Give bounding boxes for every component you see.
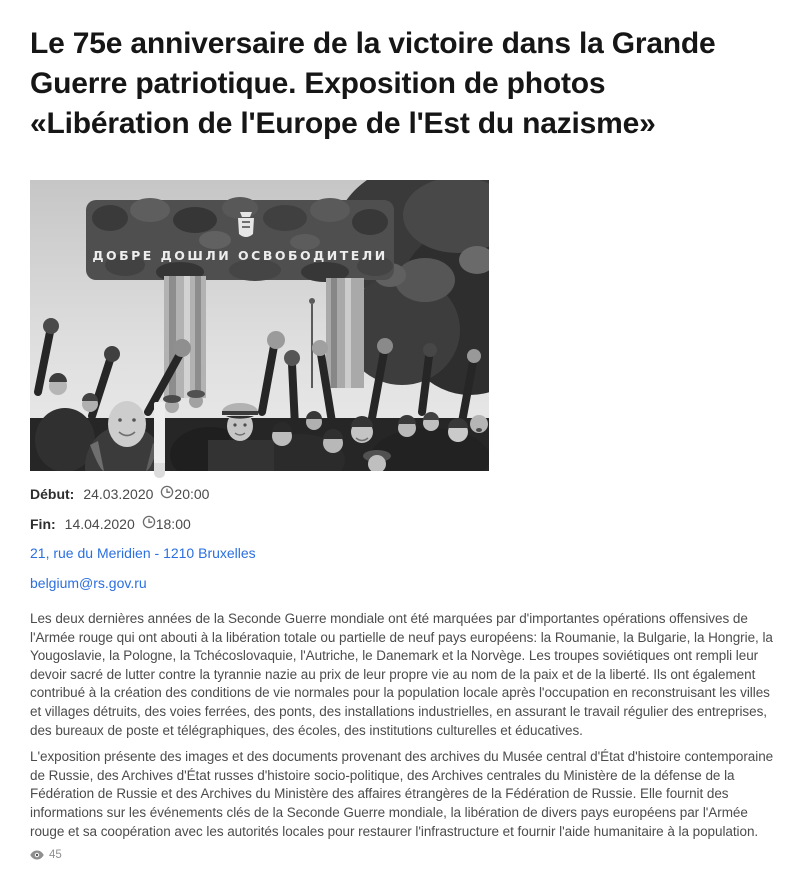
body-paragraph-2: L'exposition présente des images et des documents provenant des archives du Musée central d'État d'histoire contemporaine de Russie, des Archives d'État russes d'histoire socio-politique, des Archives centrales du Ministère de la défense de la Fédération de Russie et des Archives du Ministère des affaires étrangères de la Fédération de Russie. Elle fournit des informations sur les événements clés de la Seconde Guerre mondiale, la libération de divers pays européens par l'Armée rouge et sa coopération avec les autorités locales pour restaurer l'infrastructure et fournir l'aide humanitaire à la population. [30, 749, 774, 839]
views-count: 45 [49, 849, 62, 862]
end-label: Fin: [30, 515, 56, 532]
end-row [30, 515, 775, 532]
clock-icon [160, 485, 174, 502]
article-body [30, 610, 775, 841]
address-link[interactable]: 21, rue du Meridien - 1210 Bruxelles [30, 545, 256, 561]
clock-icon [142, 515, 156, 532]
start-time: 20:00 [174, 485, 210, 502]
email-link[interactable]: belgium@rs.gov.ru [30, 575, 147, 591]
end-time: 18:00 [155, 515, 191, 532]
start-label: Début: [30, 485, 75, 502]
views-counter [30, 849, 775, 871]
event-meta [30, 485, 775, 532]
image-drag-handle[interactable] [154, 463, 165, 478]
event-photo-illustration [30, 180, 489, 471]
event-photo [30, 180, 489, 471]
page-title: Le 75e anniversaire de la victoire dans la Grande Guerre patriotique. Exposition de photos «Libération de l'Europe de l'Est du nazisme» [30, 27, 716, 140]
eye-icon [30, 850, 44, 860]
start-row [30, 485, 775, 502]
event-links [30, 545, 775, 605]
start-date: 24.03.2020 [83, 485, 154, 502]
photo-banner-text: ДОБРЕ ДОШЛИ ОСВОБОДИТЕЛИ [92, 248, 388, 263]
end-date: 14.04.2020 [64, 515, 135, 532]
body-paragraph-1: Les deux dernières années de la Seconde Guerre mondiale ont été marquées par d'importantes opérations offensives de l'Armée rouge qui ont abouti à la libération totale ou partielle de neuf pays européens: la Roumanie, la Bulgarie, la Hongrie, la Yougoslavie, la Pologne, la Tchécoslovaquie, l'Autriche, le Danemark et la Norvège. Les troupes soviétiques ont rempli leur devoir sacré de lutter contre la tyrannie nazie au prix de leur propre vie au nom de la paix et de la liberté. Ils ont également contribué à la création des conditions de vie normales pour la population locale après l'occupation en reconstruisant les villes et villages détruits, des voies ferrées, des ponts, des installations industrielles, en assurant le travail régulier des entreprises, des bureaux de poste et télégraphiques, des écoles, des institutions culturelles et éducatives. [30, 611, 773, 738]
